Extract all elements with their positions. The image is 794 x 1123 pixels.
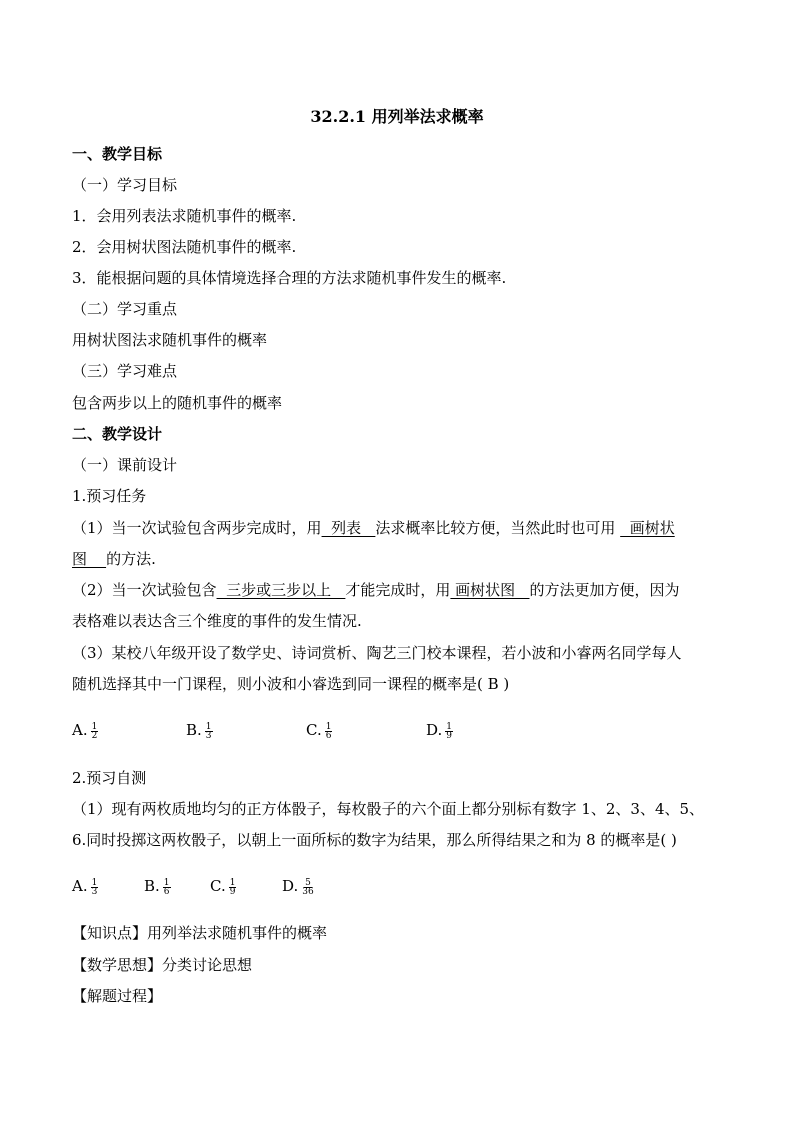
subheading-difficulty: （三）学习难点 xyxy=(72,362,178,380)
option-c xyxy=(210,876,236,896)
fraction xyxy=(325,723,333,740)
page-title: 32.2.1 用列举法求概率 xyxy=(310,107,484,126)
fraction xyxy=(91,723,99,740)
option-label: C. xyxy=(210,877,226,895)
numerator: 1 xyxy=(91,877,98,888)
numerator: 1 xyxy=(163,877,170,888)
denominator: 9 xyxy=(446,730,452,741)
denominator: 36 xyxy=(302,886,314,897)
self-test-title: 2.预习自测 xyxy=(72,769,147,787)
question-2-line-1 xyxy=(72,580,680,600)
question-1-line-2 xyxy=(72,549,156,569)
answer-blank: 画树状图 xyxy=(450,581,530,599)
question-text: 的方法更加方便，因为 xyxy=(529,581,680,599)
fraction xyxy=(445,723,453,740)
numerator: 1 xyxy=(91,721,98,732)
denominator: 6 xyxy=(325,730,332,741)
option-label: C. xyxy=(306,721,322,739)
question-text: 的方法. xyxy=(106,550,156,568)
option-d xyxy=(282,876,315,896)
question-1-line-1 xyxy=(72,518,675,538)
option-c xyxy=(306,720,332,740)
question-3-line-1: （3）某校八年级开设了数学史、诗词赏析、陶艺三门校本课程，若小波和小睿两名同学每人 xyxy=(72,644,682,662)
denominator: 2 xyxy=(91,730,98,741)
test-1-line-1: （1）现有两枚质地均匀的正方体骰子，每枚骰子的六个面上都分别标有数字 1、2、3、4、5、 xyxy=(72,800,705,818)
section-heading-design: 二、教学设计 xyxy=(72,425,163,443)
denominator: 3 xyxy=(205,730,212,741)
option-label: B. xyxy=(186,721,202,739)
question-text: （1）当一次试验包含两步完成时，用 xyxy=(72,519,322,537)
question-text: 法求概率比较方便，当然此时也可用 xyxy=(375,519,621,537)
answer-blank: 图 xyxy=(72,550,107,568)
option-a xyxy=(72,876,98,896)
answer-blank: 三步或三步以上 xyxy=(216,581,346,599)
denominator: 9 xyxy=(229,886,236,897)
fraction xyxy=(163,879,171,896)
section-heading-goals: 一、教学目标 xyxy=(72,145,163,163)
question-3-line-2: 随机选择其中一门课程，则小波和小睿选到同一课程的概率是( B ) xyxy=(72,675,510,693)
preview-task-title: 1.预习任务 xyxy=(72,487,147,505)
option-a xyxy=(72,720,98,740)
denominator: 3 xyxy=(91,886,98,897)
subheading-focus: （二）学习重点 xyxy=(72,300,178,318)
numerator: 1 xyxy=(446,721,452,732)
question-text: （2）当一次试验包含 xyxy=(72,581,217,599)
denominator: 6 xyxy=(163,886,170,897)
numerator: 5 xyxy=(305,877,311,888)
answer-blank: 画树状 xyxy=(620,519,675,537)
subheading-pre-class: （一）课前设计 xyxy=(72,456,178,474)
test-1-line-2: 6.同时投掷这两枚骰子，以朝上一面所标的数字为结果，那么所得结果之和为 8 的概率是( ) xyxy=(72,831,677,849)
option-label: A. xyxy=(72,721,88,739)
option-label: A. xyxy=(72,877,88,895)
numerator: 1 xyxy=(229,877,236,888)
option-d xyxy=(426,720,453,740)
goal-item: 2．会用树状图法随机事件的概率. xyxy=(72,238,297,256)
question-text: 才能完成时，用 xyxy=(345,581,451,599)
question-2-line-2: 表格难以表达含三个维度的事件的发生情况. xyxy=(72,612,362,630)
option-b xyxy=(186,720,213,740)
numerator: 1 xyxy=(325,721,332,732)
numerator: 1 xyxy=(205,721,212,732)
subheading-learning-goals: （一）学习目标 xyxy=(72,176,178,194)
math-thought: 【数学思想】分类讨论思想 xyxy=(72,956,253,974)
fraction xyxy=(205,723,213,740)
option-label: D. xyxy=(282,877,299,895)
goal-item: 3．能根据问题的具体情境选择合理的方法求随机事件发生的概率. xyxy=(72,269,507,287)
goal-item: 1．会用列表法求随机事件的概率. xyxy=(72,207,297,225)
focus-text: 用树状图法求随机事件的概率 xyxy=(72,331,268,349)
solution-process: 【解题过程】 xyxy=(72,987,163,1005)
knowledge-point: 【知识点】用列举法求随机事件的概率 xyxy=(72,924,328,942)
fraction xyxy=(229,879,237,896)
option-b xyxy=(144,876,171,896)
fraction xyxy=(91,879,99,896)
difficulty-text: 包含两步以上的随机事件的概率 xyxy=(72,394,283,412)
option-label: B. xyxy=(144,877,160,895)
answer-blank: 列表 xyxy=(321,519,376,537)
option-label: D. xyxy=(426,721,443,739)
fraction xyxy=(301,879,314,896)
